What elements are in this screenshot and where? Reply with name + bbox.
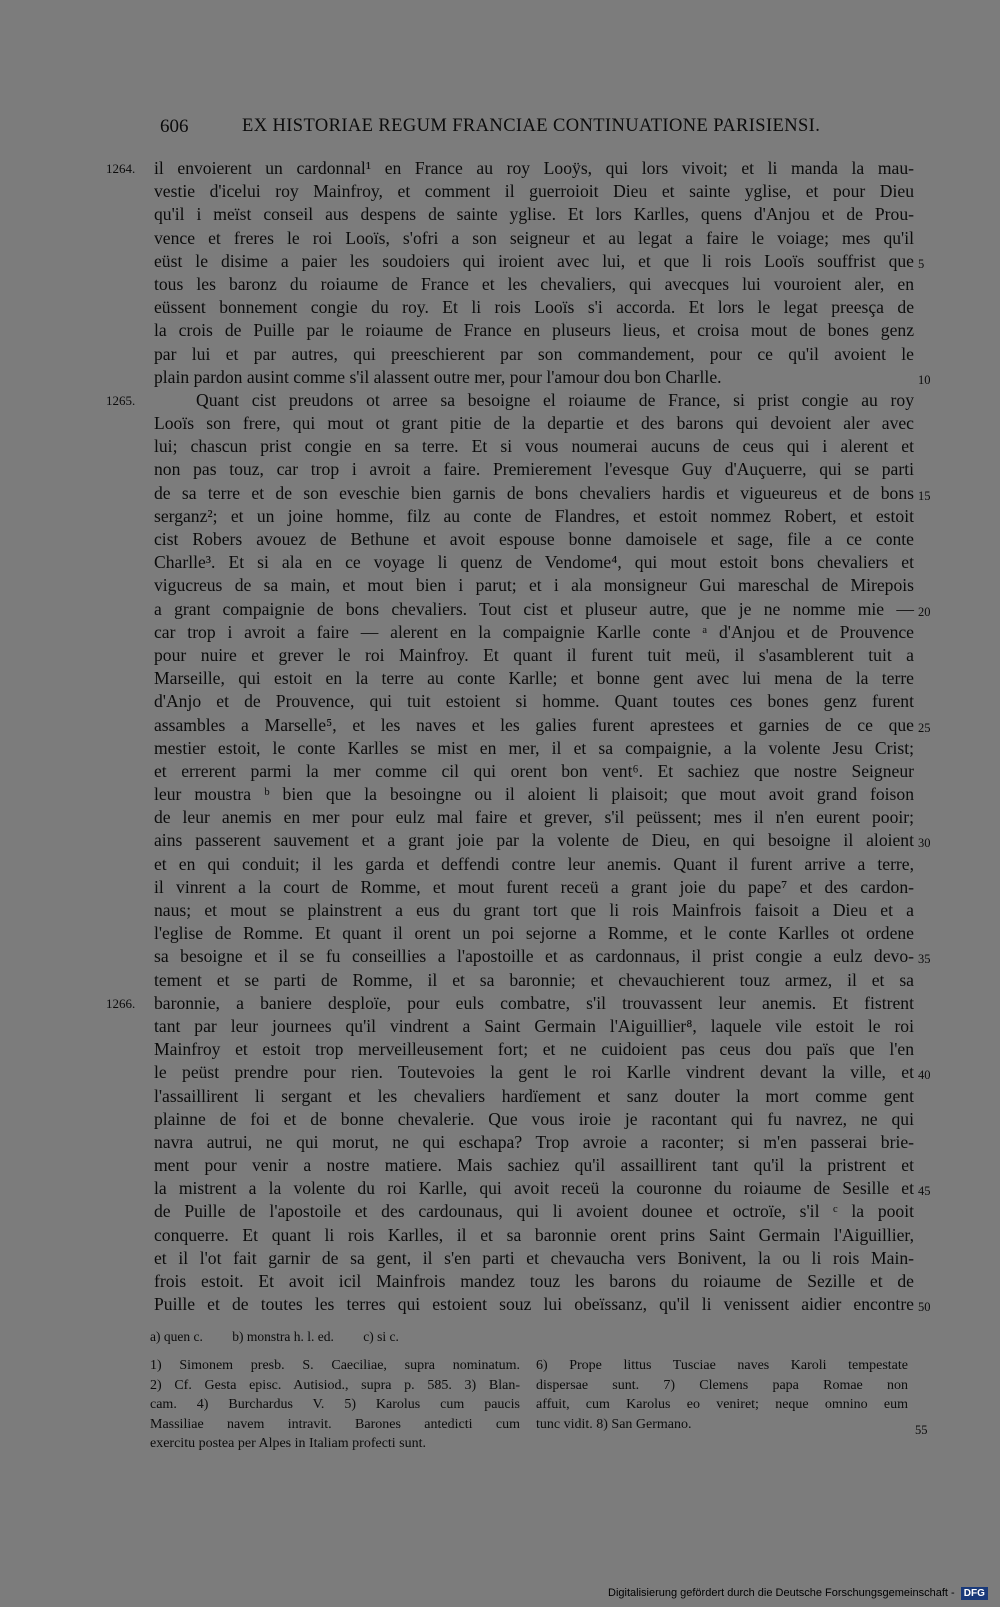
text-line <box>154 574 914 597</box>
line-text: frois estoit. Et avoit icil Mainfrois mandez touz les barons du roiaume de Sezille et de <box>154 1271 914 1291</box>
line-text: sa besoigne et il se fu conseillies a l'apostoille et as cardonnaus, il prist congie a eulz devo- <box>154 946 914 967</box>
line-text: la crois de Puille par le roiaume de France en pluseurs lieus, et croisa mout de bones genz <box>154 320 914 341</box>
line-text: la mistrent a la volente du roi Karlle, qui avoit receü la couronne du roiaume de Sesille et <box>154 1178 914 1199</box>
running-title: EX HISTORIAE REGUM FRANCIAE CONTINUATIONE PARISIENSI. <box>242 116 821 136</box>
line-text: l'assaillirent li sergant et les chevaliers hardïement et sanz douter la mort comme gent <box>154 1085 914 1106</box>
line-text: qu'il i meïst conseil aus despens de sainte yglise. Et lors Karlles, quens d'Anjou et de Prou- <box>154 204 914 225</box>
line-text: tous les baronz du roiaume de France et les chevaliers, qui avecques lui vouroient aler, en <box>154 273 914 294</box>
text-line <box>154 621 914 644</box>
line-text: vence et freres le roi Looïs, s'ofri a son seigneur et au legat a faire le voiage; mes qu'il <box>154 227 914 248</box>
line-number: 25 <box>918 720 931 735</box>
text-line <box>154 714 931 737</box>
text-line <box>154 1108 914 1131</box>
line-number: 40 <box>918 1068 931 1083</box>
line-text: et en qui conduit; il les garda et deffendi contre leur anemis. Quant il furent arrive a terre, <box>154 853 914 874</box>
text-line <box>154 667 914 690</box>
digitization-credit <box>608 1587 988 1600</box>
text-line <box>154 273 914 296</box>
line-text: Marseille, qui estoit en la terre au conte Karlle; et bonne gent avec lui mena de la terre <box>154 668 914 689</box>
line-text: lui; chascun prist congie en sa terre. Et si vous noumerai aucuns de ceus qui i alerent et <box>154 436 914 457</box>
line-text: eüst le disime a paier les soudoiers qui iroient avec lui, et que li rois Looïs souffrist que <box>154 250 914 271</box>
text-line <box>154 690 914 713</box>
line-number: 5 <box>918 256 925 271</box>
line-number: 10 <box>918 372 931 387</box>
line-text: de leur anemis en mer pour eulz mal faire et grever, s'il peüssent; mes il n'en eurent pooir; <box>154 807 914 828</box>
text-line <box>154 969 914 992</box>
text-line <box>154 1224 914 1247</box>
line-text: d'Anjo et de Prouvence, qui tuit estoient si homme. Quant toutes ces bones genz furent <box>154 691 914 712</box>
line-text: de sa terre et de son eveschie bien garnis de bons chevaliers hardis et vigueureus et de bons <box>154 482 914 503</box>
text-line <box>154 737 914 760</box>
line-text: vigucreus de sa main, et mout bien i parut; et i ala monsigneur Gui mareschal de Mirepois <box>154 575 914 596</box>
text-line <box>154 203 914 226</box>
text-line <box>154 598 931 621</box>
text-line <box>154 551 914 574</box>
line-number: 55 <box>915 1423 928 1437</box>
footnote-line: tunc vidit. 8) San Germano. <box>536 1416 692 1432</box>
text-line <box>154 412 914 435</box>
variant-note: a) quen c. <box>150 1329 203 1344</box>
text-line <box>154 319 914 342</box>
line-text: l'eglise de Romme. Et quant il orent un poi sejorne a Romme, et le conte Karlles ot ordene <box>154 923 914 944</box>
line-text: car trop i avroit a faire — alerent en la compaignie Karlle conte ᵃ d'Anjou et de Prouvence <box>154 621 914 642</box>
text-line <box>154 458 914 481</box>
text-line <box>154 829 931 852</box>
text-line <box>154 227 914 250</box>
line-text: plain pardon ausint comme s'il alassent outre mer, pour l'amour dou bon Charlle. <box>154 366 722 387</box>
line-number: 20 <box>918 604 931 619</box>
text-line <box>154 1085 914 1108</box>
text-line <box>106 992 914 1015</box>
text-line <box>154 343 914 366</box>
line-text: non pas touz, car trop i avroit a faire. Premierement l'evesque Guy d'Auçuerre, qui se parti <box>154 459 914 480</box>
line-text: par lui et par autres, qui preeschierent par son commandement, pour ce qu'il avoient le <box>154 343 914 364</box>
line-number: 45 <box>918 1184 931 1199</box>
text-line <box>154 1293 931 1316</box>
footnotes-right-column <box>536 1356 908 1434</box>
footnote-line: 2) Cf. Gesta episc. Autisiod., supra p. 585. 3) Blan- <box>150 1377 520 1393</box>
line-text: conquerre. Et quant li rois Karlles, il et sa baronnie orent prins Saint Germain l'Aiguillier, <box>154 1224 914 1245</box>
text-line <box>154 1247 914 1270</box>
line-number: 35 <box>918 952 931 967</box>
line-text: et errerent parmi la mer comme cil qui orent bon vent⁶. Et sachiez que nostre Seigneur <box>154 760 914 781</box>
text-line <box>154 435 914 458</box>
line-text: vestie d'icelui roy Mainfroy, et comment il guerroioit Dieu et sainte yglise, et pour Dieu <box>154 181 914 202</box>
text-line <box>154 945 931 968</box>
line-text: naus; et mout se plainstrent a eus du grant tort que li rois Mainfrois faisoit a Dieu et a <box>154 900 914 920</box>
text-line <box>154 250 925 273</box>
footnote-line: cam. 4) Burchardus V. 5) Karolus cum paucis <box>150 1397 520 1412</box>
line-text: il envoierent un cardonnal¹ en France au roy Looÿs, qui lors vivoit; et li manda la mau- <box>154 158 914 178</box>
text-line <box>154 296 914 319</box>
line-text: Mainfroy et estoit trop merveilleusement fort; et ne cuidoient pas ceus dou païs que l'en <box>154 1039 914 1060</box>
credit-text: Digitalisierung gefördert durch die Deutsche Forschungsgemeinschaft - <box>608 1587 955 1599</box>
text-line <box>154 180 914 203</box>
text-line <box>154 760 914 783</box>
main-text <box>106 157 931 1316</box>
text-line <box>106 157 914 180</box>
text-line <box>154 1177 931 1200</box>
text-line <box>154 853 914 876</box>
footnote-line: affuit, cum Karolus eo veniret; neque omnino eum <box>536 1397 908 1412</box>
line-text: ains passerent sauvement et a grant joie par la volente de Dieu, en qui besoigne il aloient <box>154 830 914 851</box>
line-text: navra autrui, ne qui morut, ne qui eschapa? Trop avroie a raconter; si m'en passerai brie- <box>154 1131 914 1152</box>
text-line <box>154 1154 914 1177</box>
line-text: le peüst prendre pour rien. Toutevoies la gent le roi Karlle vindrent devant la ville, et <box>154 1062 914 1083</box>
line-text: serganz²; et un joine homme, filz au conte de Flandres, et estoit nommez Robert, et estoit <box>154 505 914 526</box>
year-marker: 1264. <box>106 161 136 176</box>
page-number: 606 <box>160 116 189 137</box>
text-line <box>154 482 931 505</box>
line-number: 15 <box>918 488 931 503</box>
line-text: eüssent bonnement congie du roy. Et li rois Looïs s'i accorda. Et lors le legat preesça de <box>154 297 914 318</box>
text-line <box>154 806 914 829</box>
line-number: 50 <box>918 1300 931 1315</box>
text-line <box>154 922 914 945</box>
text-line <box>154 366 931 389</box>
text-line <box>154 1200 914 1223</box>
dfg-logo: DFG <box>961 1587 988 1600</box>
year-marker: 1266. <box>106 995 136 1011</box>
line-text: tant par leur journees qu'il vindrent a Saint Germain l'Aiguillier⁸, laquele vile estoit le roi <box>154 1015 914 1036</box>
text-line <box>154 644 914 667</box>
line-text: de Puille de l'apostoile et des cardounaus, qui li avoient dounee et octroïe, s'il ᶜ la pooit <box>154 1201 914 1222</box>
line-text: ment pour venir a nostre matiere. Mais sachiez qu'il assaillirent tant qu'il la pristrent et <box>154 1155 914 1176</box>
line-text: Looïs son frere, qui mout ot grant pitie de la departie et des barons qui devoient aler avec <box>154 413 914 434</box>
line-text: Quant cist preudons ot arree sa besoigne el roiaume de France, si prist congie au roy <box>196 389 914 410</box>
variant-note: c) si c. <box>363 1329 399 1344</box>
year-marker: 1265. <box>106 392 136 408</box>
footnote-line: dispersae sunt. 7) Clemens papa Romae non <box>536 1377 908 1393</box>
footnote-line: exercitu postea per Alpes in Italiam profecti sunt. <box>150 1436 427 1451</box>
text-line <box>154 1270 914 1293</box>
line-text: a grant compaignie de bons chevaliers. Tout cist et pluseur autre, que je ne nomme mie — <box>154 598 914 619</box>
footnotes-left-column <box>150 1356 520 1454</box>
text-line <box>154 1061 931 1084</box>
line-text: mestier estoit, le conte Karlles se mist en mer, il et sa compaignie, a la volente Jesu Crist; <box>154 737 914 758</box>
footnote-line: 1) Simonem presb. S. Caeciliae, supra nominatum. <box>150 1358 520 1373</box>
variant-notes <box>150 1329 425 1345</box>
footnote-line: 6) Prope littus Tusciae naves Karoli tempestate <box>536 1358 908 1373</box>
line-text: plainne de foi et de bonne chevalerie. Que vous iroie je racontant qui fu navrez, ne qui <box>154 1108 914 1129</box>
text-line <box>154 899 914 922</box>
line-text: assambles a Marselle⁵, et les naves et les galies furent aprestees et garnies de ce que <box>154 714 914 735</box>
line-text: baronnie, a baniere desploïe, pour euls combatre, s'il trouvassent leur anemis. Et fistrent <box>154 992 914 1013</box>
text-line <box>154 783 914 806</box>
text-line <box>154 1038 914 1061</box>
page-header <box>150 116 910 146</box>
line-number: 30 <box>918 836 931 851</box>
line-text: et il l'ot fait garnir de sa gent, il s'en parti et chevaucha vers Bonivent, la ou li rois Main- <box>154 1247 914 1268</box>
text-line <box>154 1015 914 1038</box>
line-text: tement et se parti de Romme, il et sa baronnie; et chevauchierent touz armez, il et sa <box>154 969 914 990</box>
line-text: pour nuire et grever le roi Mainfroy. Et quant il furent tuit meü, il s'asamblerent tuit a <box>154 644 914 665</box>
variant-note: b) monstra h. l. ed. <box>232 1329 334 1344</box>
line-text: leur moustra ᵇ bien que la besoingne ou il aloient li plaisoit; que mout avoit grand foison <box>154 784 914 805</box>
text-line <box>154 876 914 899</box>
line-text: Puille et de toutes les terres qui estoient souz lui obeïssanz, qu'il li venissent aidier encontre <box>154 1294 914 1315</box>
text-line <box>154 528 914 551</box>
line-text: Charlle³. Et si ala en ce voyage li quenz de Vendome⁴, qui mout estoit bons chevaliers et <box>154 552 914 573</box>
text-line <box>154 1131 914 1154</box>
line-text: cist Robers avouez de Bethune et avoit espouse bonne damoisele et sage, file a ce conte <box>154 529 914 549</box>
line-text: il vinrent a la court de Romme, et mout furent receü a grant joie du pape⁷ et des cardon- <box>154 876 914 897</box>
footnote-line: Massiliae navem intravit. Barones antedicti cum <box>150 1416 520 1432</box>
text-line <box>154 505 914 528</box>
text-line <box>106 389 914 412</box>
